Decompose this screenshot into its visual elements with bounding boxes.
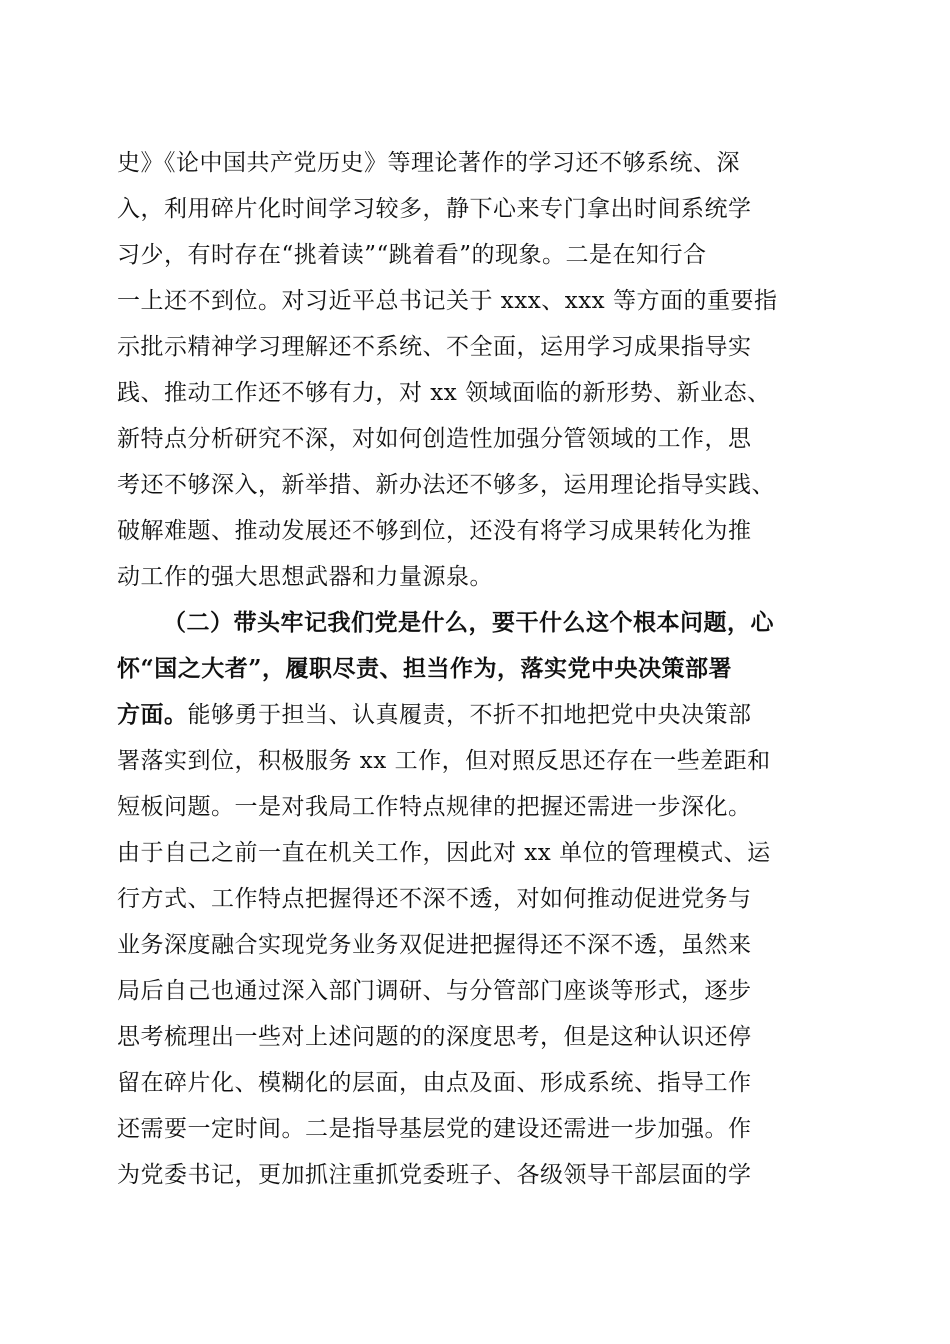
text-line <box>117 692 837 738</box>
section-heading-line: （二）带头牢记我们党是什么，要干什么这个根本问题，心 <box>163 609 774 636</box>
text-line: 考还不够深入，新举措、新办法还不够多，运用理论指导实践、 <box>117 472 775 498</box>
text-line: 还需要一定时间。二是指导基层党的建设还需进一步加强。作 <box>117 1116 752 1142</box>
text-line: 署落实到位，积极服务 xx 工作，但对照反思还存在一些差距和 <box>117 748 771 774</box>
text-line: 留在碎片化、模糊化的层面，由点及面、形成系统、指导工作 <box>117 1070 752 1096</box>
text-line: 破解难题、推动发展还不够到位，还没有将学习成果转化为推 <box>117 518 752 544</box>
text-line: 行方式、工作特点把握得还不深不透，对如何推动促进党务与 <box>117 886 752 912</box>
section-heading-line: 怀“国之大者”，履职尽责、担当作为，落实党中央决策部署 <box>117 655 732 682</box>
text-line: 动工作的强大思想武器和力量源泉。 <box>117 564 493 590</box>
text-line: 为党委书记，更加抓注重抓党委班子、各级领导干部层面的学 <box>117 1162 752 1188</box>
text-line: 思考梳理出一些对上述问题的的深度思考，但是这种认识还停 <box>117 1024 752 1050</box>
text-line: 习少，有时存在“挑着读”“跳着看”的现象。二是在知行合 <box>117 242 707 268</box>
text-line: 局后自己也通过深入部门调研、与分管部门座谈等形式，逐步 <box>117 978 752 1004</box>
text-line: 新特点分析研究不深，对如何创造性加强分管领域的工作，思 <box>117 426 752 452</box>
text-line: 入，利用碎片化时间学习较多，静下心来专门拿出时间系统学 <box>117 196 752 222</box>
section-heading-end: 方面。 <box>117 701 188 728</box>
body-text <box>117 140 837 1198</box>
text-line: 史》《论中国共产党历史》等理论著作的学习还不够系统、深 <box>117 150 740 176</box>
text-line: 由于自己之前一直在机关工作，因此对 xx 单位的管理模式、运 <box>117 840 771 866</box>
text-line: 业务深度融合实现党务业务双促进把握得还不深不透，虽然来 <box>117 932 752 958</box>
text-line: 一上还不到位。对习近平总书记关于 xxx、xxx 等方面的重要指 <box>117 288 778 314</box>
text-line: 践、推动工作还不够有力，对 xx 领域面临的新形势、新业态、 <box>117 380 771 406</box>
text-line-continuation: 能够勇于担当、认真履责，不折不扣地把党中央决策部 <box>187 702 752 728</box>
text-line: 短板问题。一是对我局工作特点规律的把握还需进一步深化。 <box>117 794 752 820</box>
text-line: 示批示精神学习理解还不系统、不全面，运用学习成果指导实 <box>117 334 752 360</box>
